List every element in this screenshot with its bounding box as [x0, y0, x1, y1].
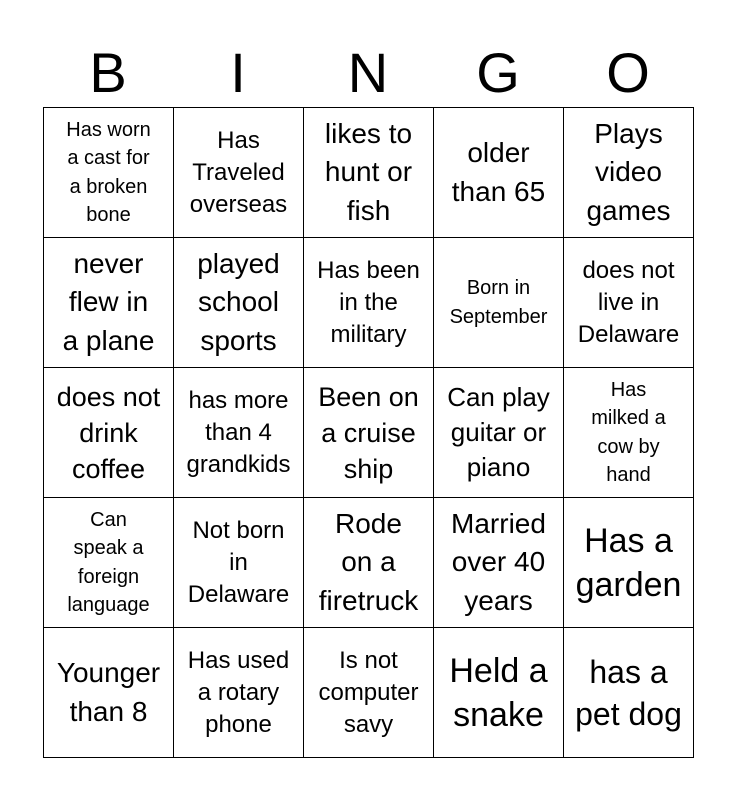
bingo-cell[interactable]	[174, 238, 304, 368]
header-letter-b: B	[89, 41, 127, 104]
bingo-cell[interactable]	[434, 498, 564, 628]
cell-text: Can speak a foreign language	[67, 508, 150, 616]
bingo-cell[interactable]	[564, 628, 694, 758]
bingo-cell[interactable]	[44, 368, 174, 498]
cell-text: Has Traveled overseas	[189, 126, 288, 218]
bingo-cell[interactable]	[434, 368, 564, 498]
bingo-cell[interactable]	[304, 238, 434, 368]
cell-text: Is not computer savy	[318, 646, 419, 738]
cell-text: Has milked a cow by hand	[591, 378, 666, 486]
bingo-cell[interactable]	[564, 108, 694, 238]
bingo-cell[interactable]	[564, 368, 694, 498]
cell-text: Born in September	[449, 277, 548, 328]
bingo-cell[interactable]	[434, 108, 564, 238]
bingo-cell[interactable]	[434, 238, 564, 368]
cell-text: Has a garden	[575, 521, 682, 604]
bingo-cell[interactable]	[304, 498, 434, 628]
bingo-board	[43, 107, 694, 758]
cell-text: Married over 40 years	[451, 507, 546, 616]
bingo-cell[interactable]	[44, 108, 174, 238]
cell-text: Has used a rotary phone	[187, 646, 290, 738]
bingo-cell[interactable]	[44, 628, 174, 758]
bingo-cell[interactable]	[304, 108, 434, 238]
header-letter-i: I	[230, 41, 246, 104]
cell-text: Held a snake	[449, 651, 548, 734]
cell-text: older than 65	[451, 137, 546, 207]
bingo-cell[interactable]	[174, 498, 304, 628]
bingo-cell[interactable]	[304, 628, 434, 758]
cell-text: likes to hunt or fish	[324, 117, 413, 226]
cell-text: does not live in Delaware	[577, 256, 680, 348]
bingo-cell[interactable]	[434, 628, 564, 758]
bingo-cell[interactable]	[174, 628, 304, 758]
cell-text: has a pet dog	[575, 653, 682, 732]
bingo-cell[interactable]	[564, 238, 694, 368]
bingo-cell[interactable]	[174, 108, 304, 238]
bingo-cell[interactable]	[174, 368, 304, 498]
cell-text: Plays video games	[586, 117, 671, 226]
cell-text: Younger than 8	[56, 657, 161, 727]
cell-text: Rode on a firetruck	[318, 507, 419, 616]
cell-text: Been on a cruise ship	[318, 381, 419, 484]
cell-text: does not drink coffee	[56, 381, 161, 484]
bingo-cell[interactable]	[564, 498, 694, 628]
cell-text: played school sports	[197, 247, 280, 356]
bingo-cell[interactable]	[44, 238, 174, 368]
cell-text: never flew in a plane	[62, 247, 155, 356]
cell-text: has more than 4 grandkids	[186, 386, 291, 478]
cell-text: Can play guitar or piano	[447, 382, 550, 482]
cell-text: Has been in the military	[317, 256, 420, 348]
cell-text: Has worn a cast for a broken bone	[66, 118, 151, 226]
header-letter-n: N	[347, 41, 389, 104]
cell-text: Not born in Delaware	[187, 516, 290, 608]
bingo-header	[43, 38, 693, 108]
bingo-cell[interactable]	[44, 498, 174, 628]
header-letter-o: O	[606, 41, 650, 104]
header-letter-g: G	[476, 41, 520, 104]
bingo-cell[interactable]	[304, 368, 434, 498]
